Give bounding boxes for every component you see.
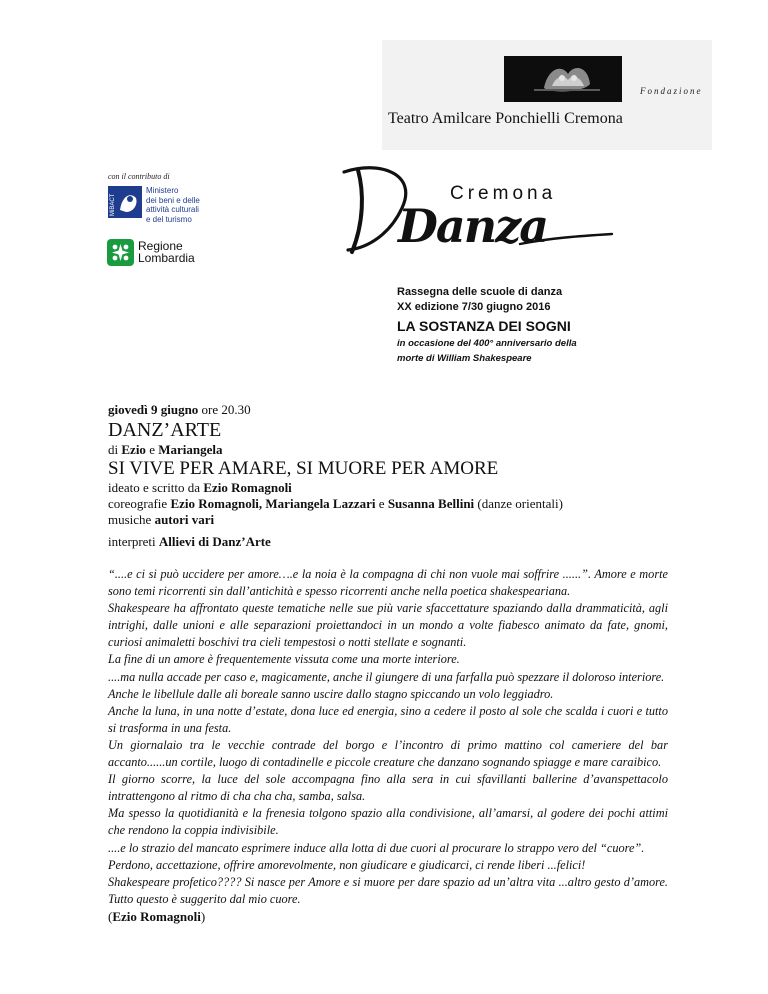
- theatre-title: Teatro Amilcare Ponchielli Cremona: [388, 110, 623, 127]
- by-and: e: [149, 442, 155, 457]
- show-details: [108, 402, 668, 925]
- credit-name: autori vari: [154, 512, 215, 527]
- description-paragraph: “....e ci si può uccidere per amore….e la noia è la compagna di chi non vuole mai soffrire ......”. Amore e morte sono temi ricorrenti sin dall’antichità e spesso ricorrenti anche nella poetica shakespeariana.: [108, 567, 668, 599]
- mibact-name: [146, 186, 200, 224]
- mibact-line: dei beni e delle: [146, 195, 200, 205]
- description-text: [108, 566, 668, 908]
- mibact-emblem-icon: [108, 186, 142, 218]
- regione-line: Lombardia: [138, 251, 195, 265]
- event-info: [397, 285, 577, 366]
- fondazione-header: [382, 40, 712, 150]
- description-paragraph: Anche la luna, in una notte d’estate, dona luce ed energia, sino a cedere il posto al sole che scalda i cuori e tutto si trasforma in una festa.: [108, 703, 668, 735]
- event-theme: LA SOSTANZA DEI SOGNI: [397, 318, 571, 334]
- description-paragraph: Il giorno scorre, la luce del sole accompagna fino alla sera in cui sfavillanti ballerine d’avanspettacolo intrattengono al ritmo di cha cha cha, samba, salsa.: [108, 772, 668, 804]
- mibact-line: Ministero: [146, 186, 179, 195]
- credit-name: Allievi di Danz’Arte: [158, 534, 271, 549]
- event-occasion: in occasione del 400° anniversario della: [397, 338, 577, 349]
- credit-and: e: [378, 496, 385, 511]
- credit-name: Susanna Bellini: [387, 496, 475, 511]
- fondazione-logo-image: [504, 56, 622, 102]
- description-paragraph: ....e lo strazio del mancato esprimere induce alla lotta di due cuori al procurare lo strappo vero del “cuore”.: [108, 840, 645, 855]
- credits-musiche: [108, 512, 668, 528]
- show-time: ore 20.30: [201, 402, 251, 417]
- contribution-label: con il contributo di: [108, 172, 170, 181]
- credit-name: Ezio Romagnoli, Mariangela Lazzari: [170, 496, 376, 511]
- fondazione-label: Fondazione: [640, 86, 703, 96]
- credits-interpreti: [108, 534, 668, 550]
- mibact-logo: [108, 186, 142, 218]
- show-date: [108, 402, 668, 418]
- show-title: SI VIVE PER AMARE, SI MUORE PER AMORE: [108, 458, 499, 479]
- signature: [108, 908, 668, 925]
- credit-name: Ezio Romagnoli: [203, 480, 292, 495]
- danza-wordmark: Danza: [398, 199, 548, 253]
- description-paragraph: Ma spesso la quotidianità e la frenesia tolgono spazio alla condivisione, all’amarsi, al godere dei pochi attimi che rendono la coppia indivisibile.: [108, 806, 668, 838]
- mibact-line: attività culturali: [146, 205, 199, 214]
- event-edition: XX edizione 7/30 giugno 2016: [397, 301, 551, 313]
- company-authors: [108, 442, 668, 458]
- description-paragraph: Perdono, accettazione, offrire amorevolmente, non giudicare e giudicarci, ci rende liberi ...felici!: [108, 857, 586, 872]
- signature-paren: ): [200, 908, 206, 924]
- author-name: Ezio: [121, 442, 146, 457]
- show-date-day: giovedì 9 giugno: [108, 402, 199, 417]
- signature-paren: (: [108, 908, 113, 924]
- author-name: Mariangela: [158, 442, 223, 457]
- mibact-line: e del turismo: [146, 214, 192, 224]
- regione-lombardia-logo: [107, 239, 134, 266]
- credit-label: musiche: [108, 512, 152, 527]
- description-paragraph: Shakespeare ha affrontato queste tematiche nelle sue più varie sfaccettature spaziando dalla drammaticità, agli intrighi, dalle unioni e alle separazioni proiettandoci in un mondo a volte fiabesco animato da fate, gnomi, curiosi animaletti boschivi tra cieli tempestosi o notti stellate e sognanti.: [108, 601, 668, 650]
- regione-line: Regione: [138, 239, 183, 253]
- company-name: DANZ’ARTE: [108, 419, 222, 441]
- event-occasion: morte di William Shakespeare: [397, 353, 532, 364]
- credits-ideato: [108, 480, 668, 496]
- description-paragraph: La fine di un amore è frequentemente vissuta come una morte interiore.: [108, 652, 460, 667]
- description-paragraph: Un giornalaio tra le vecchie contrade del borgo e l’incontro di primo mattino col cameriere del bar accanto......un cortile, luogo di contadinelle e piccole creature che danzano sognando spiagge e mare caraibico.: [108, 737, 668, 770]
- credits-coreografie: [108, 496, 668, 512]
- cremona-wordmark: Cremona: [450, 183, 557, 204]
- description-paragraph: ....ma nulla accade per caso e, magicamente, anche il giungere di una farfalla può spezzare il doloroso interiore.: [108, 669, 665, 684]
- regione-lombardia-name: [138, 240, 195, 264]
- mibact-logo-text: MiBACT: [110, 193, 116, 216]
- rose-camuna-icon: [107, 239, 134, 266]
- credit-note: (danze orientali): [477, 496, 563, 511]
- credit-label: interpreti: [108, 534, 156, 549]
- cremona-danza-logo: [340, 162, 615, 258]
- description-paragraph: Shakespeare profetico???? Si nasce per Amore e si muore per dare spazio ad un’altra vita ...altro gesto d’amore. Tutto questo è suggerito dal mio cuore.: [108, 874, 668, 906]
- description-paragraph: Anche le libellule dalle ali boreale sanno uscire dallo stagno spiccando un volo leggiadro.: [108, 686, 554, 701]
- credit-label: ideato e scritto da: [108, 480, 201, 495]
- sculpture-icon: [504, 56, 622, 102]
- signature-name: Ezio Romagnoli: [112, 908, 201, 924]
- event-series: Rassegna delle scuole di danza: [397, 286, 563, 298]
- credit-label: coreografie: [108, 496, 168, 511]
- by-prefix: di: [108, 442, 119, 457]
